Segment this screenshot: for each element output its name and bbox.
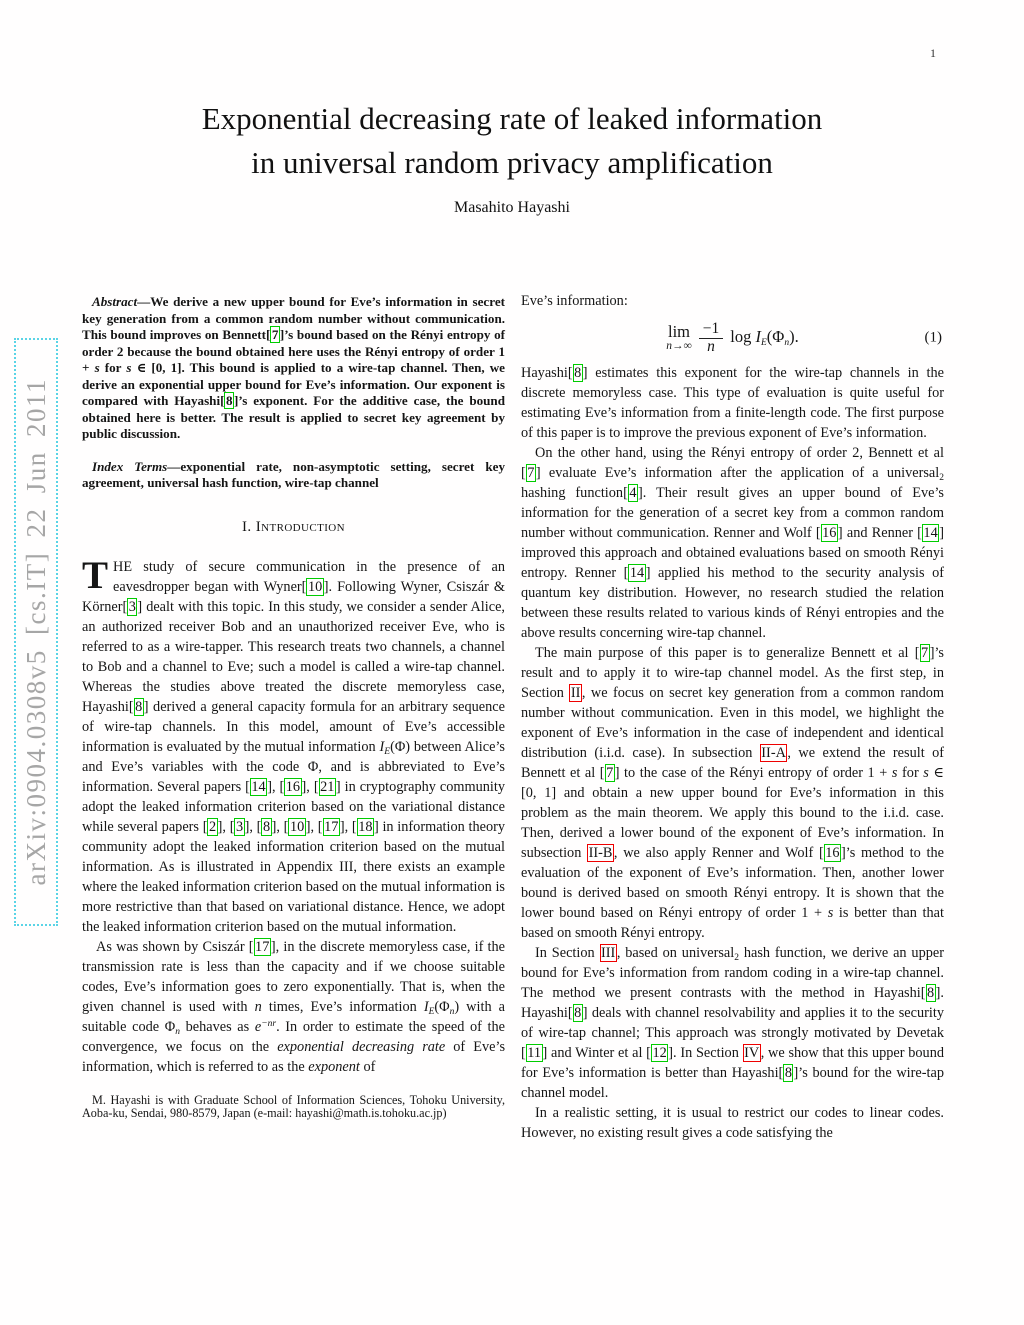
- citation-link[interactable]: 16: [825, 845, 840, 861]
- introduction-paragraph-1-text: HE study of secure communication in the presence of an eavesdropper began with Wyner[ 10 ]. Following Wyner, Csiszár & Körner[ 3 ] dealt with this topic. In this study, we consider a sender Alice, an authorized receiver Bob and an unauthorized receiver Eve, who is referred to as a wire-tapper. This research treats two channels, a channel to Bob and a channel to Eve; such a model is called a wire-tap channel. Whereas the studies above treated the discrete memoryless case, Hayashi[ 8 ] derived a general capacity formula for an arbitrary sequence of wire-tap channels. In this model, amount of Eve’s accessible information is evaluated by the mutual information $I_E(\Phi)$ between Alice’s and Eve’s variables with the code Φ, and is abbreviated to Eve’s information. Several papers [ 14 ], [ 16 ], [ 21 ] in cryptography community adopt the leaked information criterion based on the variational distance while several papers [ 2 ], [ 3 ], [ 8 ], [ 10 ], [ 17 ], [ 18 ] in information theory community adopt the leaked information criterion based on the mutual information. As is illustrated in Appendix III, there exists an example where the leaked information criterion based on the mutual information is more restrictive than that based on variational distance. Hence, we adopt the leaked information criterion based on the mutual information.: [82, 558, 506, 935]
- section-link[interactable]: II: [570, 685, 581, 701]
- citation-link[interactable]: 8: [574, 1005, 582, 1021]
- paragraph-section-iii: In Section III , based on universal$_2$ hash function, we derive an upper bound for Eve’s information from random coding in a wire-tap channel. The method we present contrasts with the method in Hayashi[ 8 ]. Hayashi[ 8 ] deals with channel resolvability and applies it to the security of wire-tap channel; This approach was strongly motivated by Devetak [ 11 ] and Winter et al [ 12 ]. In Section IV , we show that this upper bound for Eve’s information is better than Hayashi[ 8 ]’s bound for the wire-tap channel model.: [521, 945, 944, 1101]
- citation-link[interactable]: 2: [208, 818, 217, 835]
- citation-link[interactable]: 8: [574, 365, 582, 381]
- citation-link[interactable]: 8: [135, 698, 143, 715]
- limit-operator: lim n→∞: [666, 322, 692, 352]
- lead-in-line: Eve’s information:: [521, 293, 628, 309]
- abstract-text: —We derive a new upper bound for Eve’s information in secret key generation from a common random number without communication. This bound improves on Bennett[ 7 ]’s bound based on the Rényi entropy of order 2 because the bound obtained here uses the Rényi entropy of order 1 + s for s ∈ [0, 1]. This bound is applied to a wire-tap channel. Then, we derive an exponential upper bound for Eve’s information. Our exponent is compared with Hayashi[ 8 ]’s exponent. For the additive case, the bound obtained here is better. The result is applied to secret key agreement by public discussion.: [82, 294, 505, 441]
- abstract-paragraph: [82, 294, 505, 443]
- citation-link[interactable]: 7: [527, 465, 535, 481]
- citation-link[interactable]: 7: [606, 765, 614, 781]
- citation-link[interactable]: 4: [629, 485, 637, 501]
- citation-link[interactable]: 10: [289, 818, 305, 835]
- citation-link[interactable]: 11: [527, 1045, 542, 1061]
- drop-cap: T: [82, 553, 109, 597]
- paragraph-renyi-order2: On the other hand, using the Rényi entropy of order 2, Bennett et al [ 7 ] evaluate Eve’s information after the application of a universal$_2$ hashing function[ 4 ]. Their result gives an upper bound of Eve’s information for the generation of a secret key from a common random number without communication. Renner and Wolf [ 16 ] and Renner [ 14 ] improved this approach and obtained evaluations based on smooth Rényi entropy. Renner [ 14 ] applied his method to the security analysis of quantum key distribution. However, no research studied the relation between these results related to various kinds of Rényi entropies and the above results concerning wire-tap channel.: [521, 445, 944, 641]
- section-link[interactable]: II-B: [588, 845, 613, 861]
- index-terms-paragraph: [82, 459, 505, 492]
- paper-title: [0, 97, 1024, 185]
- citation-link[interactable]: 21: [320, 778, 335, 795]
- citation-link[interactable]: 7: [271, 327, 279, 342]
- citation-link[interactable]: 3: [235, 818, 244, 835]
- arxiv-stamp[interactable]: [14, 338, 58, 926]
- section-link[interactable]: II-A: [761, 745, 786, 761]
- citation-link[interactable]: 12: [652, 1045, 667, 1061]
- author-name: Masahito Hayashi: [454, 199, 570, 216]
- section-link[interactable]: III: [601, 945, 616, 961]
- citation-link[interactable]: 17: [324, 818, 339, 835]
- abstract-lead: Abstract: [92, 294, 138, 309]
- citation-link[interactable]: 8: [262, 818, 271, 835]
- citation-link[interactable]: 8: [225, 393, 233, 408]
- citation-link[interactable]: 10: [307, 578, 323, 595]
- section-link[interactable]: IV: [744, 1045, 760, 1061]
- citation-link[interactable]: 18: [358, 818, 373, 835]
- citation-link[interactable]: 14: [251, 778, 266, 795]
- paragraph-realistic-setting: In a realistic setting, it is usual to restrict our codes to linear codes. However, no existing result gives a code satisfying the: [521, 1105, 944, 1141]
- left-column: [82, 294, 505, 1121]
- paper-title-line1: Exponential decreasing rate of leaked information: [201, 101, 823, 136]
- right-column: [521, 291, 944, 1143]
- equation-1: [521, 320, 944, 355]
- citation-link[interactable]: 14: [629, 565, 645, 581]
- fraction: $\frac{-1}{n}$: [699, 320, 724, 355]
- citation-link[interactable]: 14: [923, 525, 938, 541]
- citation-link[interactable]: 3: [128, 598, 136, 615]
- index-terms-lead: Index Terms: [92, 458, 168, 474]
- citation-link[interactable]: 7: [921, 645, 929, 661]
- arxiv-stamp-text[interactable]: arXiv:0904.0308v5 [cs.IT] 22 Jun 2011: [20, 378, 51, 886]
- paragraph-hayashi-estimates: Hayashi[ 8 ] estimates this exponent for the wire-tap channels in the discrete memoryless case. This type of evaluation is quite useful for estimating Eve’s information from a finite-length code. The first purpose of this paper is to improve the previous exponent of Eve’s information.: [521, 365, 944, 441]
- paragraph-main-purpose: The main purpose of this paper is to generalize Bennett et al [ 7 ]’s result and to apply it to wire-tap channel model. As the first step, in Section II , we focus on secret key generation from a common random number without communication. Even in this model, we highlight the exponent of Eve’s information in the case of independent and identical distribution (i.i.d. case). In subsection II-A , we extend the result of Bennett et al [ 7 ] to the case of the Rényi entropy of order 1 + s for s ∈ [0, 1] and obtain a new upper bound for Eve’s information in this problem as the main theorem. We apply this bound to the i.i.d. case. Then, derived a lower bound of the exponent of Eve’s information. In subsection II-B , we also apply Renner and Wolf [ 16 ]’s method to the evaluation of the exponent of Eve’s information. Then, another lower bound is derived based on smooth Rényi entropy. It is shown that the lower bound based on Rényi entropy of order 1 + s is better than that based on smooth Rényi entropy.: [521, 645, 945, 941]
- index-terms-text: —exponential rate, non-asymptotic setting, secret key agreement, universal hash function, wire-tap channel: [82, 458, 505, 490]
- citation-link[interactable]: 8: [927, 985, 935, 1001]
- section-heading-introduction: I. Introduction: [242, 518, 345, 535]
- equation-rhs: $\log I_E(\Phi_n)$.: [730, 326, 799, 348]
- introduction-paragraph-2: As was shown by Csiszár [ 17 ], in the discrete memoryless case, if the transmission rate is less than the capacity and if we choose suitable codes, Eve’s information goes to zero exponentially. That is, when the given channel is used with n times, Eve’s information $I_E(\Phi_n)$ with a suitable code $\Phi_n$ behaves as $e^{-nr}$. In order to estimate the speed of the convergence, we focus on the exponential decreasing rate of Eve’s information, which is referred to as the exponent of: [82, 938, 506, 1075]
- citation-link[interactable]: 16: [285, 778, 301, 795]
- citation-link[interactable]: 8: [784, 1065, 792, 1081]
- introduction-paragraph-1: [82, 553, 506, 937]
- equation-number: (1): [924, 329, 942, 345]
- citation-link[interactable]: 16: [822, 525, 837, 541]
- paper-title-line2: in universal random privacy amplification: [251, 145, 773, 180]
- citation-link[interactable]: 17: [255, 938, 270, 955]
- page-number: 1: [930, 46, 936, 60]
- footnote-affiliation: M. Hayashi is with Graduate School of Information Sciences, Tohoku University, Aoba-ku, Sendai, 980-8579, Japan (e-mail: hayashi@math.is.tohoku.ac.jp): [82, 1092, 505, 1121]
